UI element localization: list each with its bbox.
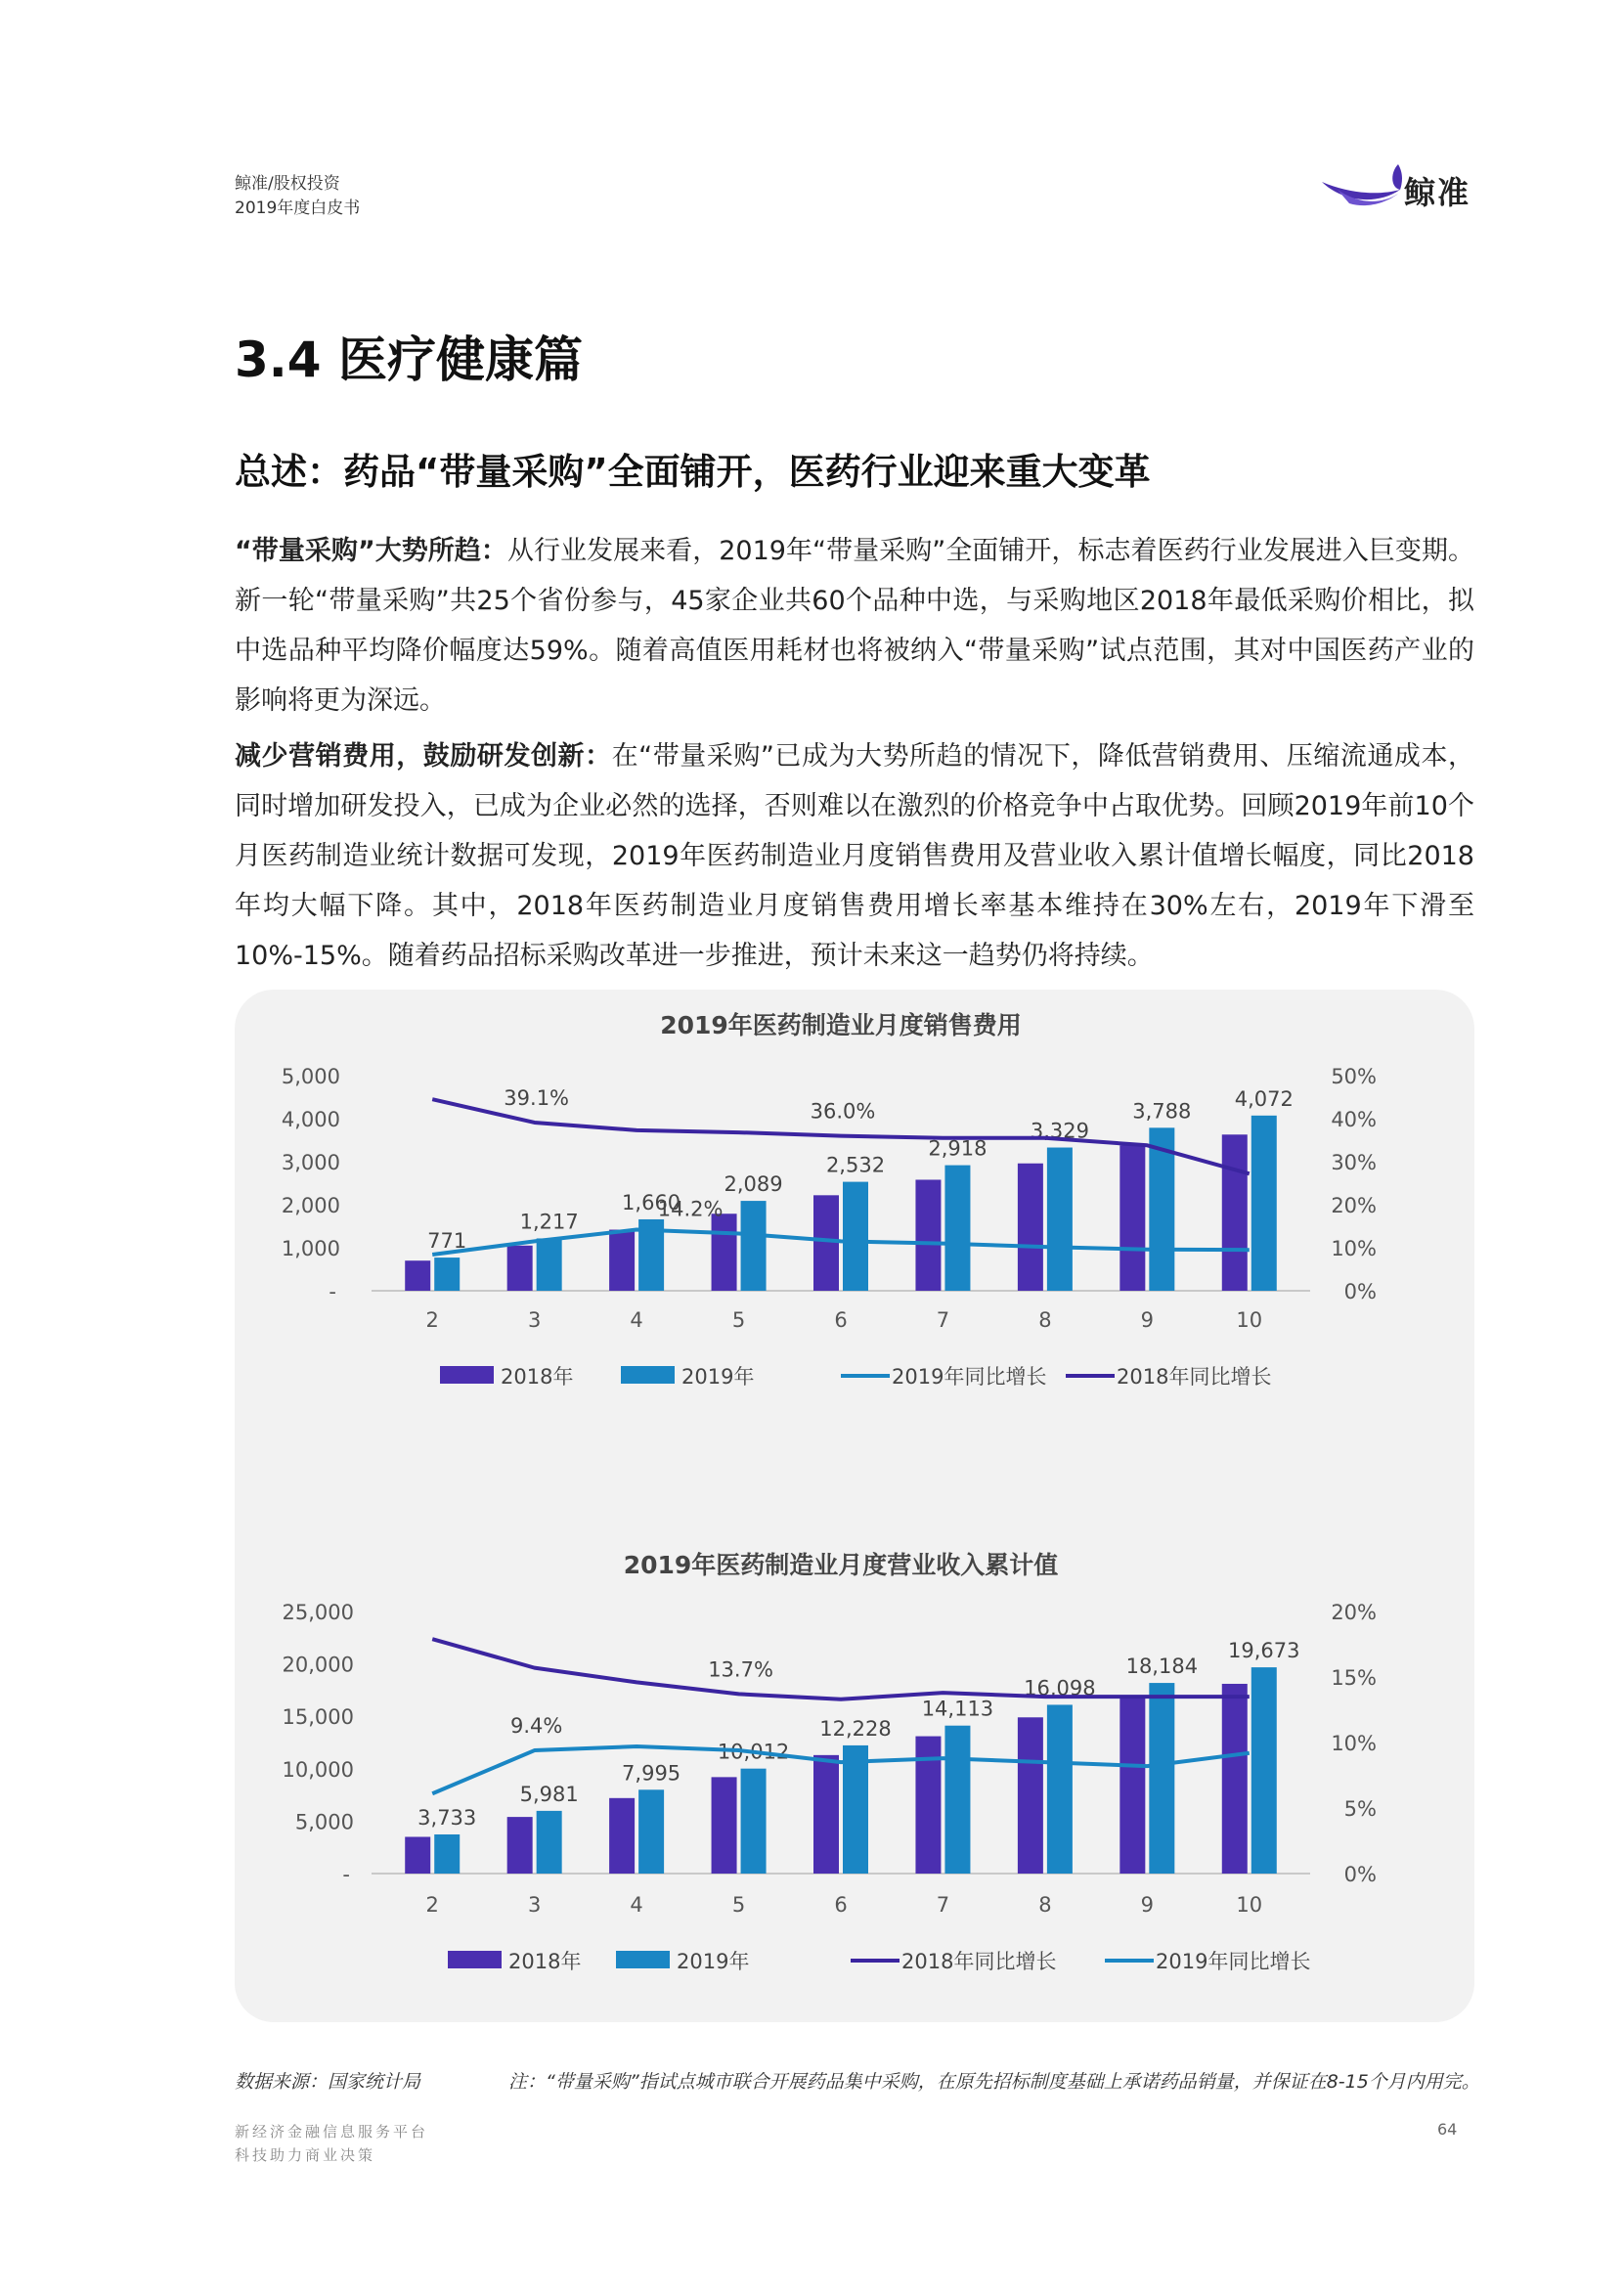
header-report-line: 2019年度白皮书 bbox=[235, 199, 361, 218]
y2-tick-label: 50% bbox=[1331, 1065, 1377, 1088]
y-tick-label: 15,000 bbox=[282, 1705, 354, 1730]
y-tick-label: 5,000 bbox=[281, 1065, 340, 1088]
paragraph-1 bbox=[235, 526, 1474, 726]
x-tick-label: 9 bbox=[1140, 1308, 1155, 1332]
bar-2019 bbox=[944, 1166, 970, 1291]
bar-data-label: 18,184 bbox=[1125, 1655, 1199, 1679]
x-tick-label: 7 bbox=[936, 1308, 950, 1332]
y-tick-label: - bbox=[329, 1280, 336, 1303]
line-data-label: 36.0% bbox=[810, 1099, 876, 1124]
bar-data-label: 19,673 bbox=[1228, 1639, 1300, 1663]
chart-panel bbox=[235, 990, 1474, 2022]
legend-label: 2018年 bbox=[501, 1365, 574, 1389]
y-tick-label: 20,000 bbox=[282, 1653, 354, 1677]
x-tick-label: 3 bbox=[527, 1308, 542, 1332]
legend-label: 2019年同比增长 bbox=[1156, 1950, 1311, 1973]
bar-2018 bbox=[813, 1755, 839, 1874]
y-tick-label: 5,000 bbox=[294, 1810, 354, 1834]
bar-2019 bbox=[741, 1201, 767, 1291]
bar-2019 bbox=[434, 1258, 460, 1291]
bar-data-label: 1,217 bbox=[519, 1210, 579, 1234]
bar-2018 bbox=[712, 1214, 737, 1291]
bar-2018 bbox=[405, 1836, 430, 1874]
x-tick-label: 6 bbox=[834, 1893, 848, 1917]
y-tick-label: 3,000 bbox=[281, 1151, 340, 1174]
paragraph-2-lead: 减少营销费用，鼓励研发创新： bbox=[235, 741, 612, 772]
data-source: 数据来源：国家统计局 bbox=[235, 2071, 421, 2093]
bar-data-label: 16,098 bbox=[1024, 1676, 1096, 1700]
legend-label: 2018年 bbox=[508, 1950, 582, 1973]
bar-data-label: 4,072 bbox=[1234, 1086, 1294, 1111]
paragraph-1-body: 从行业发展来看，2019年“带量采购”全面铺开，标志着医药行业发展进入巨变期。新一轮“带量采购”共25个省份参与，45家企业共60个品种中选，与采购地区2018年最低采购价相比，拟中选品种平均降价幅度达59%。随着高值医用耗材也将被纳入“带量采购”试点范围，其对中国医药产业的影响将更为深远。 bbox=[235, 536, 1475, 716]
x-tick-label: 8 bbox=[1038, 1308, 1052, 1332]
bar-2019 bbox=[843, 1182, 868, 1291]
footer-line-2: 科技助力商业决策 bbox=[235, 2146, 376, 2164]
y-tick-label: - bbox=[342, 1863, 350, 1886]
y-tick-label: 1,000 bbox=[281, 1237, 340, 1260]
y-tick-label: 2,000 bbox=[281, 1194, 340, 1217]
x-tick-label: 5 bbox=[731, 1893, 746, 1917]
y2-tick-label: 10% bbox=[1331, 1732, 1377, 1755]
page-number: 64 bbox=[1437, 2120, 1458, 2139]
x-tick-label: 7 bbox=[936, 1893, 950, 1917]
bar-data-label: 771 bbox=[427, 1229, 467, 1254]
bar-2018 bbox=[712, 1777, 737, 1874]
bar-data-label: 3,788 bbox=[1132, 1099, 1192, 1124]
bar-2019 bbox=[1251, 1116, 1277, 1291]
bar-2018 bbox=[609, 1230, 635, 1291]
header-left bbox=[235, 172, 360, 221]
legend-swatch bbox=[616, 1951, 670, 1968]
paragraph-1-lead: “带量采购”大势所趋： bbox=[235, 536, 507, 566]
legend-swatch bbox=[621, 1366, 675, 1384]
y2-tick-label: 0% bbox=[1343, 1863, 1377, 1886]
legend-label: 2018年同比增长 bbox=[901, 1950, 1057, 1973]
bar-2018 bbox=[1222, 1134, 1248, 1291]
y2-tick-label: 10% bbox=[1331, 1237, 1377, 1260]
line-data-label: 14.2% bbox=[657, 1197, 724, 1221]
bar-2019 bbox=[1047, 1148, 1073, 1291]
bar-2019 bbox=[1149, 1683, 1174, 1874]
legend-label: 2019年 bbox=[677, 1950, 750, 1973]
bar-data-label: 14,113 bbox=[921, 1697, 994, 1721]
y2-tick-label: 0% bbox=[1343, 1280, 1377, 1303]
x-tick-label: 3 bbox=[527, 1893, 542, 1917]
charts-svg bbox=[235, 990, 1474, 2022]
y2-tick-label: 20% bbox=[1331, 1601, 1377, 1624]
y2-tick-label: 5% bbox=[1343, 1797, 1377, 1821]
x-tick-label: 2 bbox=[425, 1308, 439, 1332]
header-brand-line: 鲸准/股权投资 bbox=[235, 174, 340, 194]
x-tick-label: 10 bbox=[1236, 1893, 1263, 1917]
bar-2019 bbox=[638, 1789, 664, 1874]
bar-2018 bbox=[1119, 1145, 1145, 1291]
x-tick-label: 4 bbox=[630, 1893, 643, 1917]
bar-2018 bbox=[1018, 1164, 1043, 1291]
bar-data-label: 2,089 bbox=[724, 1172, 783, 1197]
y-tick-label: 25,000 bbox=[282, 1601, 354, 1624]
bar-2019 bbox=[741, 1769, 767, 1874]
bar-2018 bbox=[405, 1260, 430, 1291]
x-tick-label: 2 bbox=[425, 1893, 439, 1917]
bar-2019 bbox=[1047, 1704, 1073, 1874]
line-data-label: 13.7% bbox=[708, 1657, 773, 1682]
bar-data-label: 5,981 bbox=[519, 1782, 579, 1806]
bar-2019 bbox=[944, 1726, 970, 1874]
bar-2018 bbox=[609, 1798, 635, 1874]
bar-data-label: 2,918 bbox=[928, 1136, 988, 1161]
bar-2018 bbox=[1222, 1684, 1248, 1874]
bar-data-label: 12,228 bbox=[819, 1716, 892, 1741]
bar-2018 bbox=[915, 1179, 941, 1291]
legend-label: 2018年同比增长 bbox=[1117, 1365, 1272, 1389]
y2-tick-label: 15% bbox=[1331, 1666, 1377, 1690]
footer-line-1: 新经济金融信息服务平台 bbox=[235, 2123, 429, 2141]
bar-2019 bbox=[537, 1238, 562, 1291]
legend-swatch bbox=[440, 1366, 494, 1384]
bar-2018 bbox=[1119, 1699, 1145, 1874]
bar-data-label: 7,995 bbox=[622, 1761, 681, 1786]
bar-2018 bbox=[507, 1817, 533, 1874]
bar-2018 bbox=[1018, 1717, 1043, 1874]
legend-swatch bbox=[448, 1951, 502, 1968]
bar-2019 bbox=[1251, 1667, 1277, 1874]
x-tick-label: 5 bbox=[731, 1308, 746, 1332]
bar-2019 bbox=[843, 1745, 868, 1874]
x-tick-label: 6 bbox=[834, 1308, 848, 1332]
bar-data-label: 2,532 bbox=[825, 1153, 886, 1177]
logo-text: 鲸准 bbox=[1404, 174, 1471, 211]
bar-2019 bbox=[537, 1811, 562, 1874]
chart-note: 注：“带量采购”指试点城市联合开展药品集中采购，在原先招标制度基础上承诺药品销量，并保证在8-15个月内用完。 bbox=[508, 2071, 1480, 2093]
x-tick-label: 10 bbox=[1236, 1308, 1263, 1332]
y2-tick-label: 20% bbox=[1331, 1194, 1377, 1217]
bar-data-label: 1,660 bbox=[622, 1190, 681, 1214]
bar-data-label: 10,012 bbox=[717, 1740, 790, 1764]
bar-data-label: 3,329 bbox=[1030, 1119, 1089, 1143]
section-subtitle: 总述：药品“带量采购”全面铺开，医药行业迎来重大变革 bbox=[235, 451, 1151, 493]
line-data-label: 9.4% bbox=[509, 1714, 563, 1739]
x-tick-label: 8 bbox=[1038, 1893, 1052, 1917]
legend-label: 2019年同比增长 bbox=[892, 1365, 1047, 1389]
chart-title: 2019年医药制造业月度营业收入累计值 bbox=[623, 1551, 1059, 1579]
paragraph-2 bbox=[235, 731, 1474, 981]
y-tick-label: 4,000 bbox=[281, 1108, 340, 1131]
section-title: 3.4 医疗健康篇 bbox=[235, 331, 583, 388]
bar-2019 bbox=[434, 1834, 460, 1874]
legend-label: 2019年 bbox=[681, 1365, 755, 1389]
bar-data-label: 3,733 bbox=[417, 1805, 477, 1830]
y-tick-label: 10,000 bbox=[282, 1757, 354, 1782]
bar-2018 bbox=[507, 1246, 533, 1291]
line-data-label: 39.1% bbox=[504, 1085, 570, 1110]
chart-title: 2019年医药制造业月度销售费用 bbox=[660, 1011, 1022, 1039]
paragraph-2-body: 在“带量采购”已成为大势所趋的情况下，降低营销费用、压缩流通成本，同时增加研发投入，已成为企业必然的选择，否则难以在激烈的价格竞争中占取优势。回顾2019年前10个月医药制造业统计数据可发现，2019年医药制造业月度销售费用及营业收入累计值增长幅度，同比2018年均大幅下降。其中，2018年医药制造业月度销售费用增长率基本维持在30%左右，2019年下滑至10%-15%。随着药品招标采购改革进一步推进，预计未来这一趋势仍将持续。 bbox=[235, 741, 1475, 971]
x-tick-label: 9 bbox=[1140, 1893, 1155, 1917]
y2-tick-label: 40% bbox=[1331, 1108, 1377, 1131]
y2-tick-label: 30% bbox=[1331, 1151, 1377, 1174]
x-tick-label: 4 bbox=[630, 1308, 643, 1332]
footer bbox=[235, 2120, 428, 2167]
bar-2018 bbox=[813, 1195, 839, 1291]
